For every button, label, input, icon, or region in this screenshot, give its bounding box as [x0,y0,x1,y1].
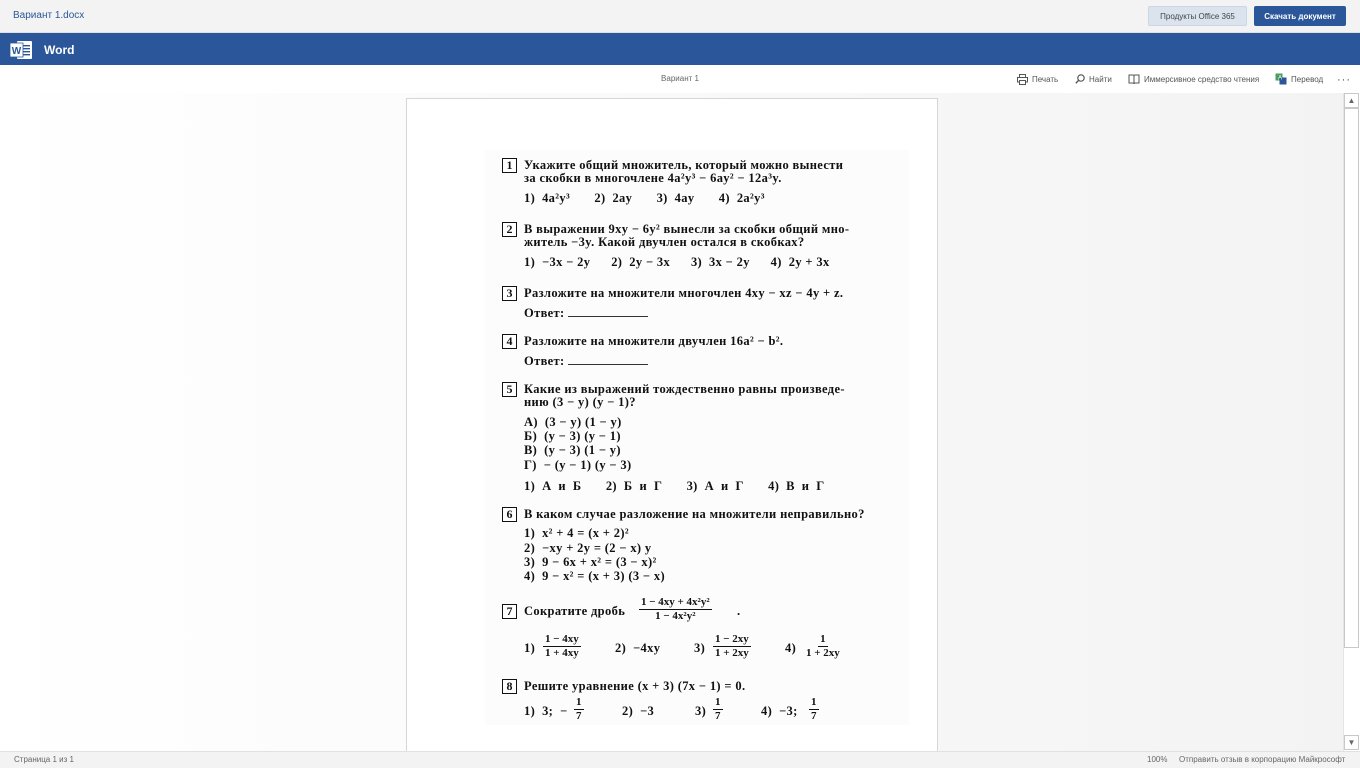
document-name[interactable]: Вариант 1.docx [13,10,85,21]
task-7-prefix: Сократите дробь [524,604,626,618]
task-8-line-1: Решите уравнение (x + 3) (7x − 1) = 0. [524,679,746,693]
print-button[interactable] [1017,72,1058,86]
task-5-option-d: Г) − (y − 1) (y − 3) [524,458,632,472]
task-5-line-1: Какие из выражений тождественно равны произведе- [524,382,845,396]
svg-text:W: W [11,46,22,57]
task-8-answer-1-denominator: 7 [576,710,582,722]
task-7-fraction-denominator: 1 − 4x²y² [655,610,696,622]
task-3-line-1: Разложите на множители многочлен 4xy − xz − 4y + z. [524,286,844,300]
task-1-number: 1 [502,158,517,173]
zoom-level[interactable]: 100% [1147,755,1168,764]
task-5-option-a: А) (3 − y) (1 − y) [524,415,622,429]
task-8-answer-3-numerator: 1 [715,696,721,708]
more-options-button[interactable]: ··· [1337,74,1351,86]
task-3-answer-blank [568,307,648,317]
task-3-answer-label: Ответ: [524,306,565,320]
task-5-number: 5 [502,382,517,397]
task-7-answer-4-denominator: 1 + 2xy [806,647,840,659]
task-1-line-1: Укажите общий множитель, который можно вынести [524,158,844,172]
task-7-answer-1-denominator: 1 + 4xy [545,647,579,659]
task-2-number: 2 [502,222,517,237]
document-title: Вариант 1 [661,74,699,83]
task-8-answer-3-fraction [713,696,723,723]
task-7-answer-4-numerator: 1 [820,633,826,645]
page-count: Страница 1 из 1 [14,755,74,764]
svg-text:A: A [1278,75,1283,82]
task-8-answer-1-fraction [574,696,584,723]
task-6-option-4: 4) 9 − x² = (x + 3) (3 − x) [524,569,665,583]
task-5-option-b: Б) (y − 3) (y − 1) [524,429,621,443]
task-7-fraction [639,596,712,623]
task-8-answer-1-label: 1) 3; − [524,704,568,718]
find-button[interactable] [1075,72,1112,86]
task-7-answer-3-fraction [713,633,751,660]
send-feedback-link[interactable]: Отправить отзыв в корпорацию Майкрософт [1179,755,1346,764]
task-3-answer [524,306,648,321]
task-2-line-1: В выражении 9xy − 6y² вынесли за скобки общий мно- [524,222,850,236]
scanned-worksheet [485,150,909,725]
task-8-answer-3-denominator: 7 [715,710,721,722]
task-8-answer-4-label: 4) −3; [761,704,798,718]
task-8-number: 8 [502,679,517,694]
task-8-answer-4-denominator: 7 [811,710,817,722]
search-icon [1075,74,1085,84]
task-2-answers: 1) −3x − 2y 2) 2y − 3x 3) 3x − 2y 4) 2y + 3x [524,255,830,269]
task-6-option-3: 3) 9 − 6x + x² = (3 − x)² [524,555,657,569]
scrollbar-thumb[interactable] [1344,108,1359,648]
task-7-answer-2: 2) −4xy [615,641,661,655]
task-6-number: 6 [502,507,517,522]
task-8-answer-4-fraction [809,696,819,723]
scroll-up-arrow-icon[interactable]: ▲ [1344,93,1359,108]
translate-label: Перевод [1291,74,1324,84]
task-5-answers: 1) А и Б 2) Б и Г 3) А и Г 4) В и Г [524,479,825,493]
task-6-option-2: 2) −xy + 2y = (2 − x) y [524,541,652,555]
task-4-answer [524,354,648,369]
task-7-answer-3-label: 3) [694,641,706,655]
app-name[interactable]: Word [44,43,75,57]
task-5-line-2: нию (3 − y) (y − 1)? [524,395,636,409]
task-7-answer-1-label: 1) [524,641,536,655]
task-7-answer-3-numerator: 1 − 2xy [715,633,749,645]
task-4-answer-label: Ответ: [524,354,565,368]
task-8-answer-3-label: 3) [695,704,707,718]
task-7-fraction-numerator: 1 − 4xy + 4x²y² [641,596,710,608]
office-products-button[interactable]: Продукты Office 365 [1148,6,1247,26]
task-4-number: 4 [502,334,517,349]
task-1-answers: 1) 4a²y³ 2) 2ay 3) 4ay 4) 2a²y³ [524,191,765,205]
translate-icon [1275,73,1287,85]
immersive-reader-button[interactable] [1128,72,1259,86]
task-6-line-1: В каком случае разложение на множители неправильно? [524,507,865,521]
task-5-option-c: В) (y − 3) (1 − y) [524,443,621,457]
task-7-answer-4-label: 4) [785,641,797,655]
book-icon [1128,74,1140,85]
task-7-suffix: . [737,604,741,618]
brand-bar [0,33,1360,65]
task-7-answer-1-fraction [543,633,581,660]
word-logo-icon[interactable] [9,38,33,62]
task-7-number: 7 [502,604,517,619]
task-4-answer-blank [568,355,648,365]
task-7-answer-4-fraction [804,633,842,660]
scroll-down-arrow-icon[interactable]: ▼ [1344,735,1359,750]
task-8-answer-4-numerator: 1 [811,696,817,708]
task-8-answer-2: 2) −3 [622,704,655,718]
task-2-line-2: житель −3y. Какой двучлен остался в скобках? [524,235,805,249]
immersive-reader-label: Иммерсивное средство чтения [1144,74,1260,84]
task-8-answer-1-numerator: 1 [576,696,582,708]
task-3-number: 3 [502,286,517,301]
printer-icon [1017,74,1028,85]
task-6-option-1: 1) x² + 4 = (x + 2)² [524,526,629,540]
print-label: Печать [1032,74,1059,84]
find-label: Найти [1089,74,1112,84]
task-7-answer-1-numerator: 1 − 4xy [545,633,579,645]
task-1-line-2: за скобки в многочлене 4a²y³ − 6ay² − 12a³y. [524,171,782,185]
task-7-answer-3-denominator: 1 + 2xy [715,647,749,659]
download-document-button[interactable]: Скачать документ [1254,6,1346,26]
translate-button[interactable] [1275,72,1323,86]
task-4-line-1: Разложите на множители двучлен 16a² − b². [524,334,784,348]
